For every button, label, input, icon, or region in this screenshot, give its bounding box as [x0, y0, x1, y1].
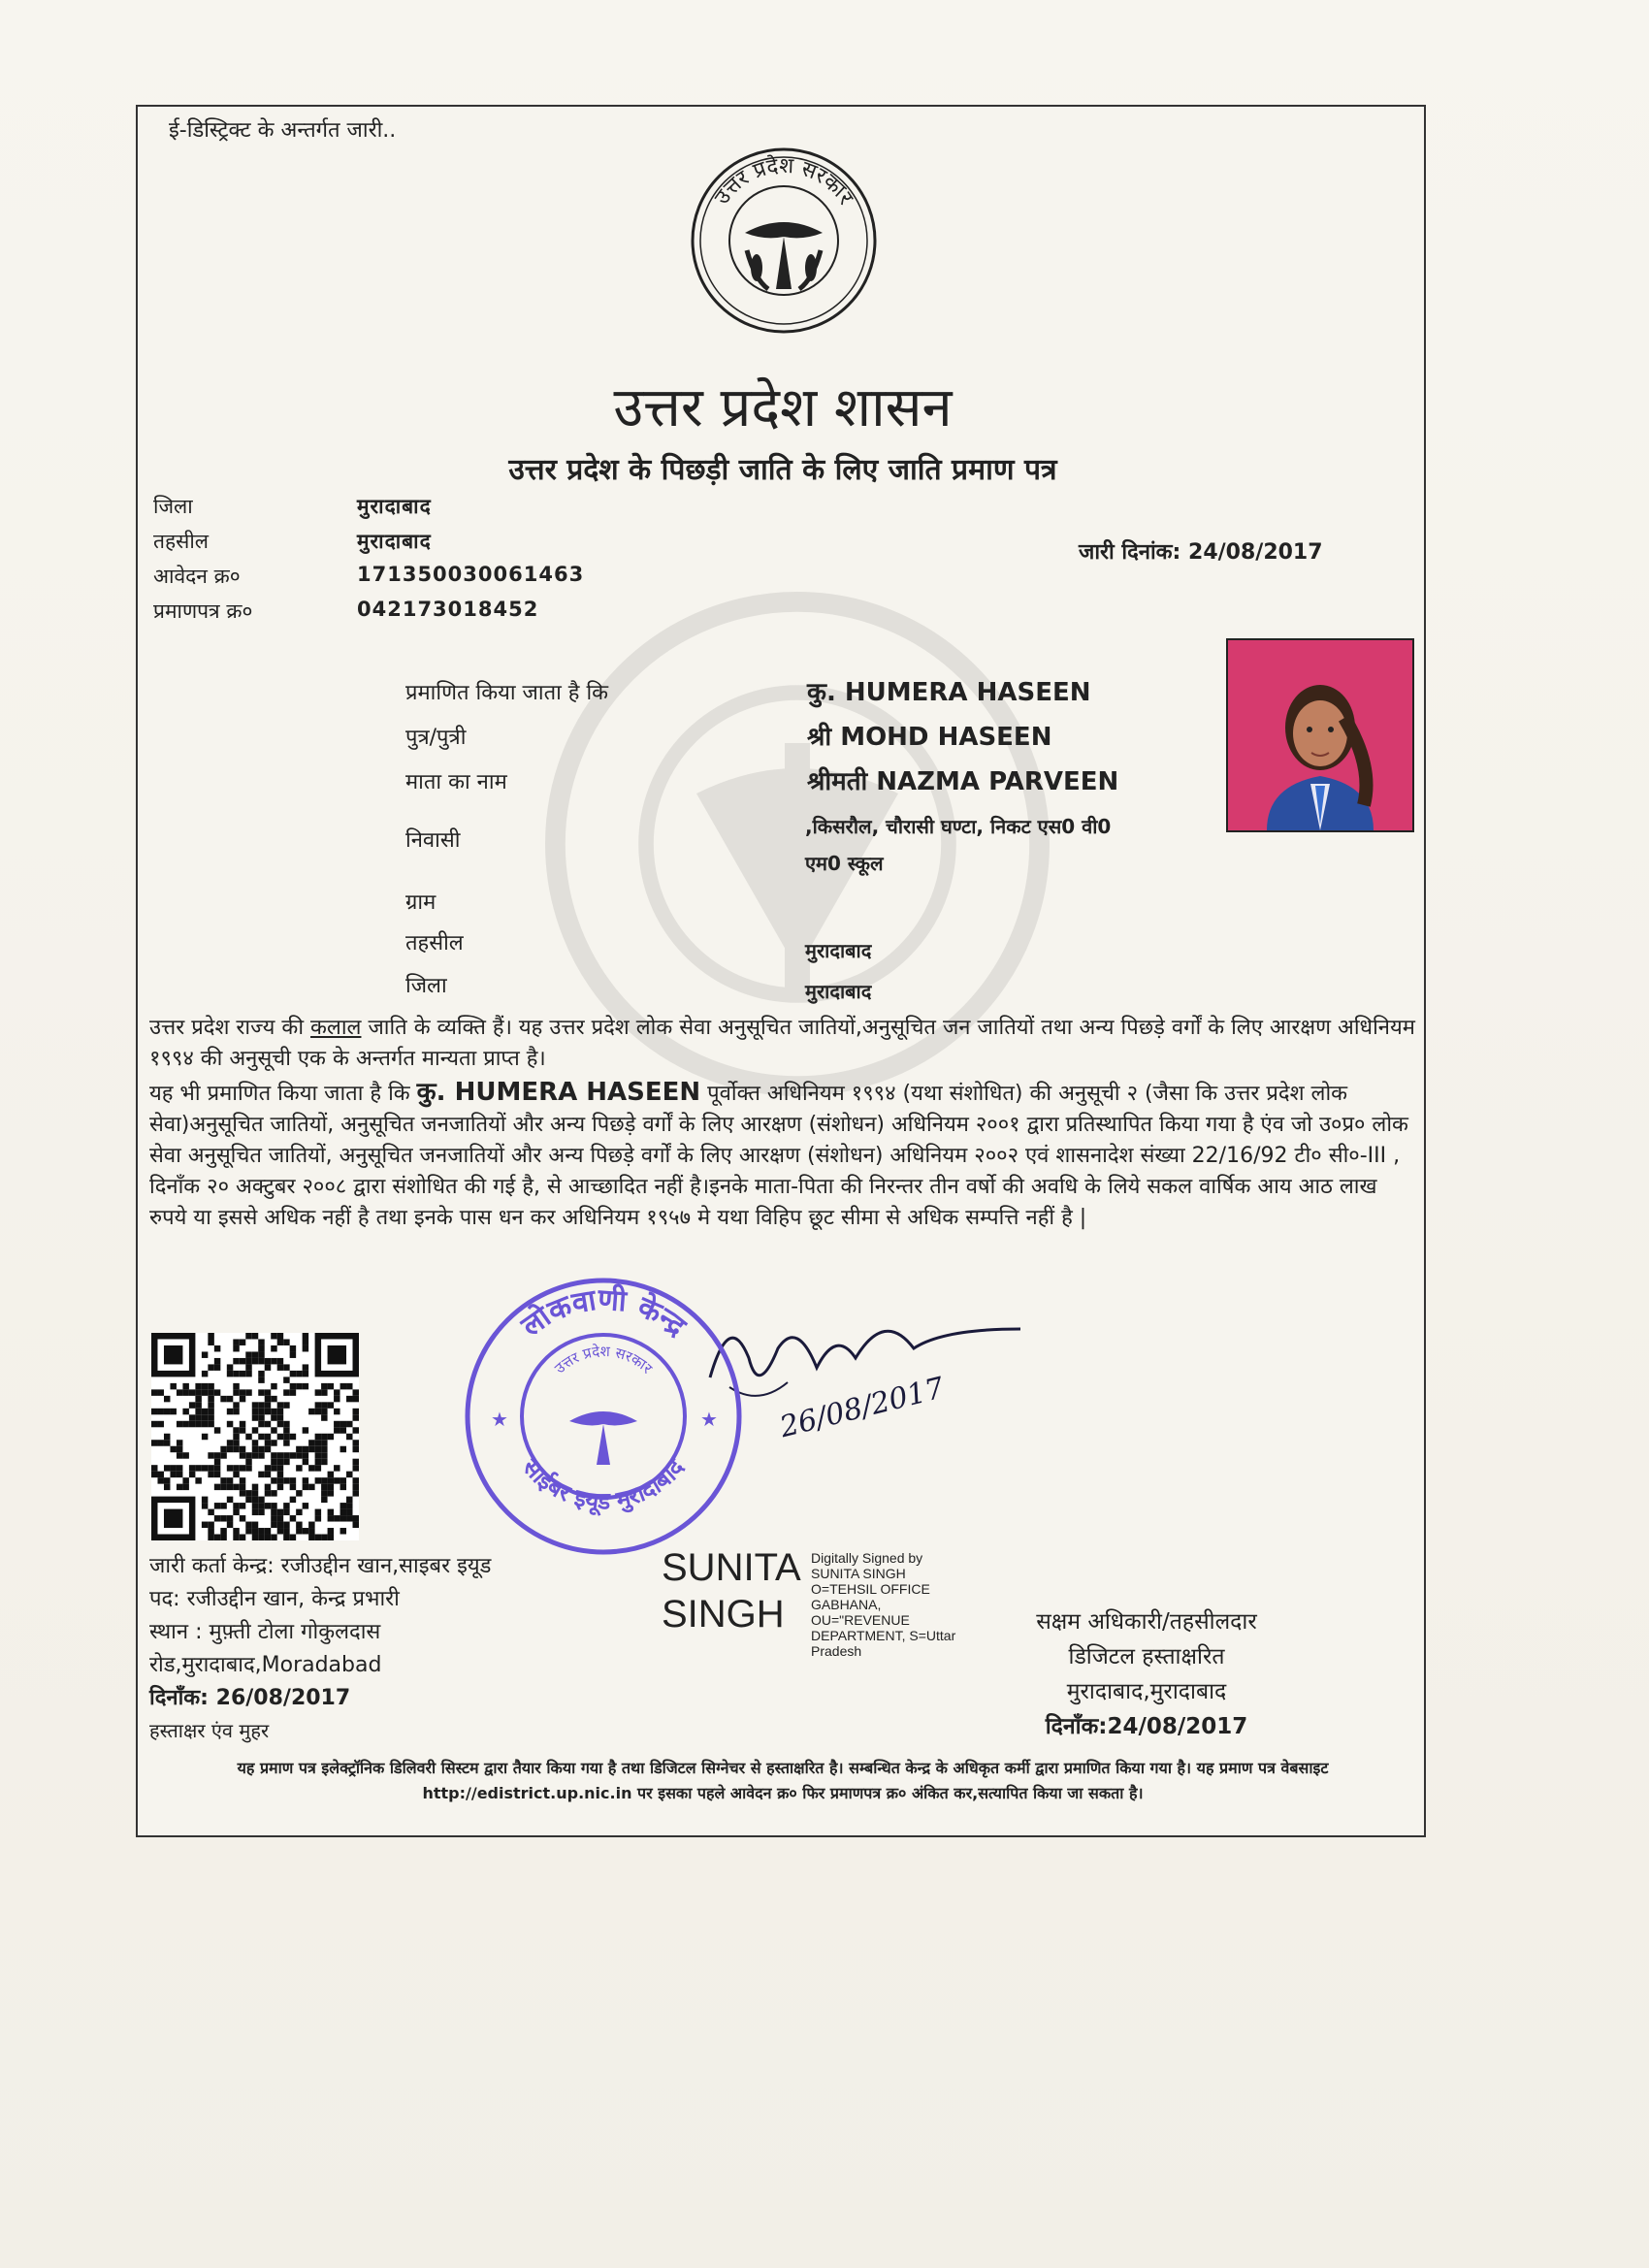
svg-text:उत्तर प्रदेश सरकार: उत्तर प्रदेश सरकार: [710, 153, 858, 210]
issue-date: जारी दिनांक: 24/08/2017: [1079, 540, 1323, 565]
caste-statement-paragraph: [149, 1013, 1416, 1075]
digital-signer-name-line-1: SUNITA: [662, 1546, 801, 1589]
certificate-number-label: प्रमाणपत्र क्र०: [153, 599, 253, 623]
certificate-number-value: 042173018452: [357, 598, 539, 621]
creamy-layer-text: पूर्वोक्त अधिनियम १९९४ (यथा संशोधित) की अनुसूची २ (जैसा कि उत्तर प्रदेश लोक सेवा)अनुसूचित जातियों, अनुसूचित जनजातियों और अन्य पिछड़े वर्गों के लिए आरक्षण (संशोधन) अधिनियम २००१ द्वारा प्रतिस्थापित किया गया है एंव जो उ०प्र० लोक सेवा अनुसूचित जातियों, अनुसूचित जनजातियों और अन्य पिछड़े वर्गों के लिए आरक्षण (संशोधन) अधिनियम २००२ एवं शासनादेश संख्या 22/16/92 टी० सी०-III , दिनाँक २० अक्टुबर २००८ द्वारा संशोधित की गई है, से आच्छादित नहीं है।इनके माता-पिता की निरन्तर तीन वर्षो की अवधि के लिये सकल वार्षिक आय आठ लाख रुपये या इससे अधिक नहीं है तथा इनके पास धन कर अधिनियम १९५७ मे यथा विहिप छूट सीमा से अधिक सम्पत्ति नहीं है |: [149, 1082, 1408, 1230]
footer-note: यह प्रमाण पत्र इलेक्ट्रॉनिक डिलिवरी सिस्टम द्वारा तैयार किया गया है तथा डिजिटल सिग्नेचर से हस्ताक्षरित है। सम्बन्धित केन्द्र के अधिकृत कर्मी द्वारा प्रमाणित किया गया है। यह प्रमाण पत्र वेबसाइट http://edistrict.up.nic.in पर इसका पहले आवेदन क्र० फिर प्रमाणपत्र क्र० अंकित कर,सत्यापित किया जा सकता है।: [237, 1759, 1329, 1802]
issuing-center: जारी कर्ता केन्द्र: रजीउद्दीन खान,साइबर इयूड: [149, 1554, 492, 1578]
applicant-name: कु. HUMERA HASEEN: [807, 678, 1091, 707]
district-value: मुरादाबाद: [357, 495, 432, 518]
svg-text:26/08/2017: 26/08/2017: [776, 1371, 948, 1445]
up-government-emblem-icon: [687, 144, 881, 338]
caste-name: कलाल: [310, 1016, 362, 1040]
officer-location: मुरादाबाद,मुरादाबाद: [1066, 1679, 1227, 1704]
person-district-label: जिला: [405, 974, 447, 998]
certificate-title: उत्तर प्रदेश के पिछड़ी जाति के लिए जाति प्रमाण पत्र: [508, 453, 1057, 487]
caste-statement-suffix: जाति के व्यक्ति हैं। यह उत्तर प्रदेश लोक सेवा अनुसूचित जातियों,अनुसूचित जन जातियों तथा अन्य पिछड़े वर्गों के लिए आरक्षण अधिनियम १९९४ की अनुसूची एक के अन्तर्गत मान्यता प्राप्त है।: [149, 1016, 1415, 1071]
caste-certificate: [136, 105, 1426, 1837]
application-number-value: 171350030061463: [357, 563, 585, 586]
village-label: ग्राम: [405, 891, 436, 915]
address-line-2: एम0 स्कूल: [805, 852, 884, 875]
father-name: श्री MOHD HASEEN: [807, 723, 1052, 752]
digital-signature-details: Digitally Signed by SUNITA SINGH O=TEHSIL OFFICE GABHANA, OU="REVENUE DEPARTMENT, S=Uttar Pradesh: [811, 1550, 956, 1659]
person-tehsil-value: मुरादाबाद: [805, 939, 872, 962]
officer-date: दिनाँक:24/08/2017: [1045, 1714, 1248, 1739]
sign-and-seal-label: हस्ताक्षर एंव मुहर: [149, 1719, 270, 1742]
applicant-photo: [1226, 638, 1414, 832]
creamy-layer-paragraph: [149, 1077, 1416, 1234]
address-line-1: ,किसरौल, चौरासी घण्टा, निकट एस0 वी0: [805, 815, 1112, 838]
issuer-date: दिनाँक: 26/08/2017: [149, 1686, 351, 1710]
issuer-place-line-1: स्थान : मुफ़्ती टोला गोकुलदास: [149, 1620, 381, 1644]
officer-title: सक्षम अधिकारी/तहसीलदार: [1036, 1609, 1257, 1635]
government-title: उत्तर प्रदेश शासन: [613, 376, 953, 439]
creamy-layer-prefix: यह भी प्रमाणित किया जाता है कि: [149, 1082, 417, 1106]
tehsil-value: मुरादाबाद: [357, 530, 432, 553]
verification-qr-code: [151, 1333, 359, 1540]
svg-text:लोकवाणी केन्द्र: लोकवाणी केन्द्र: [515, 1282, 693, 1345]
applicant-portrait-icon: [1228, 640, 1412, 830]
svg-text:★: ★: [700, 1408, 718, 1431]
resident-label: निवासी: [405, 828, 461, 853]
certified-label: प्रमाणित किया जाता है कि: [405, 681, 609, 705]
officer-digital-sign: डिजिटल हस्ताक्षरित: [1068, 1644, 1225, 1669]
lokvani-kendra-seal: [458, 1271, 749, 1562]
svg-text:साईबर इयूड मुरादाबाद: साईबर इयूड मुरादाबाद: [517, 1453, 690, 1515]
application-number-label: आवेदन क्र०: [153, 565, 241, 588]
mother-name: श्रीमती NAZMA PARVEEN: [807, 767, 1119, 796]
district-label: जिला: [153, 495, 193, 518]
person-district-value: मुरादाबाद: [805, 980, 872, 1003]
person-tehsil-label: तहसील: [405, 931, 464, 956]
digital-signer-name-line-2: SINGH: [662, 1593, 785, 1636]
issuer-place-line-2: रोड,मुरादाबाद,Moradabad: [149, 1653, 382, 1677]
paragraph-applicant-name: कु. HUMERA HASEEN: [416, 1078, 701, 1107]
svg-text:उत्तर प्रदेश सरकार: उत्तर प्रदेश सरकार: [551, 1342, 656, 1377]
issuer-post: पद: रजीउद्दीन खान, केन्द्र प्रभारी: [149, 1587, 400, 1611]
mother-label: माता का नाम: [405, 770, 507, 794]
caste-statement-prefix: उत्तर प्रदेश राज्य की: [149, 1016, 311, 1040]
svg-text:★: ★: [491, 1408, 508, 1431]
child-of-label: पुत्र/पुत्री: [405, 726, 467, 750]
tehsil-label: तहसील: [153, 530, 209, 553]
issued-note: ई-डिस्ट्रिक्ट के अन्तर्गत जारी..: [169, 118, 397, 143]
